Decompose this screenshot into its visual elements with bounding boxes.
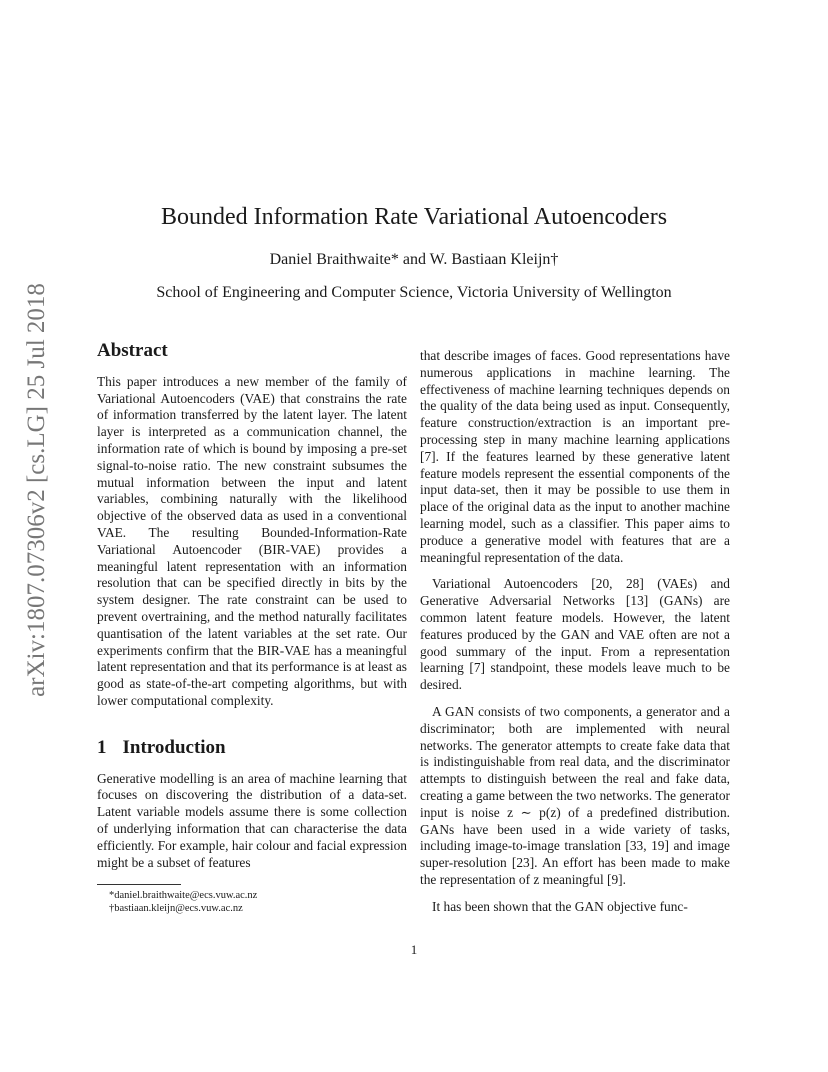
author-list: Daniel Braithwaite* and W. Bastiaan Kleijn†: [269, 251, 559, 268]
arxiv-identifier: arXiv:1807.07306v2 [cs.LG] 25 Jul 2018: [23, 283, 50, 697]
introduction-heading: [97, 736, 407, 758]
footnotes: [97, 884, 407, 915]
paper-title: Bounded Information Rate Variational Autoencoders: [160, 204, 668, 230]
intro-paragraph-gan: A GAN consists of two components, a generator and a discriminator; both are implemented with neural networks. The generator attempts to create fake data that is indistinguishable from real data, and the discriminator attempts to distinguish between the real and fake data, creating a game between the two networks. The generator input is noise z ∼ p(z) of a predefined distribution. GANs have been used in a wide variety of tasks, including image-to-image translation [33, 19] and image super-resolution [23]. An effort has been made to make the representation of z meaningful [9].: [420, 703, 730, 887]
intro-paragraph-vae-gan: Variational Autoencoders [20, 28] (VAEs) and Generative Adversarial Networks [13] (GANs) are common latent feature models. However, the latent features produced by the GAN and VAE often are not a good summary of the input. From a representation learning [7] standpoint, these models leave much to be desired.: [420, 576, 730, 693]
intro-paragraph-gan-objective: It has been shown that the GAN objective func-: [432, 898, 688, 914]
footnote-email-2: †bastiaan.kleijn@ecs.vuw.ac.nz: [109, 903, 243, 914]
left-column: [97, 340, 407, 871]
intro-paragraph-continued: that describe images of faces. Good representations have numerous applications in machine learning. The effectiveness of machine learning techniques depends on the quality of the data being used as input. Consequently, feature construction/extraction is an important pre-processing step in many machine learning applications [7]. If the features learned by these generative latent feature models represent the essential components of the input data-set, then it may be possible to use them in place of the original data as the input to another machine learning model, such as a classifier. This paper aims to produce a generative model with features that are a meaningful representation of the data.: [420, 348, 730, 565]
footnote-email-1: *daniel.braithwaite@ecs.vuw.ac.nz: [109, 890, 258, 901]
arxiv-side-stamp: [17, 283, 57, 697]
abstract-text: This paper introduces a new member of the family of Variational Autoencoders (VAE) that constrains the rate of information transferred by the latent layer. The latent layer is interpreted as a communication channel, the information rate of which is bound by imposing a pre-set signal-to-noise ratio. The new constraint subsumes the mutual information between the input and latent variables, combining naturally with the likelihood objective of the observed data as used in a conventional VAE. The resulting Bounded-Information-Rate Variational Autoencoder (BIR-VAE) provides a meaningful latent representation with an information resolution that can be specified directly in bits by the system designer. The rate constraint can be used to prevent overtraining, and the method naturally facilitates quantisation of the latent variables at the set rate. Our experiments confirm that the BIR-VAE has a meaningful latent representation and that its performance is at least as good as state-of-the-art competing algorithms, but with lower computational complexity.: [97, 373, 407, 708]
section-title: Introduction: [122, 736, 226, 758]
section-number: 1: [97, 736, 107, 758]
abstract-heading: Abstract: [97, 340, 168, 361]
intro-paragraph-1: Generative modelling is an area of machine learning that focuses on discovering the distribution of a data-set. Latent variable models assume there is some collection of underlying information that can characterise the data efficiently. For example, hair colour and facial expression might be a subset of features: [97, 770, 407, 870]
right-column: [420, 348, 730, 916]
affiliation: School of Engineering and Computer Science, Victoria University of Wellington: [156, 284, 672, 301]
page-number: 1: [410, 942, 418, 957]
footnote-rule: [97, 884, 181, 885]
